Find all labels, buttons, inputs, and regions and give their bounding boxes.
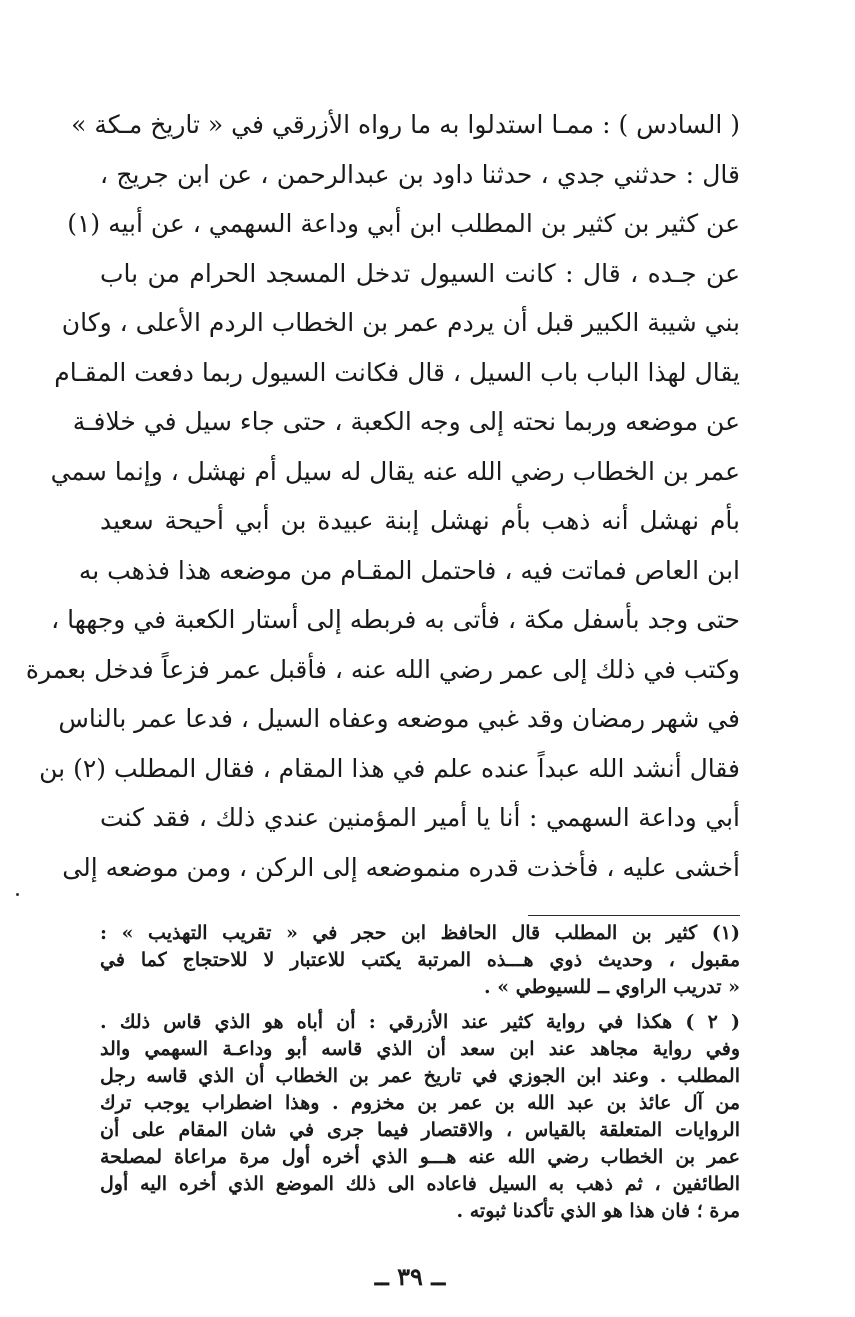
- text-line: قال : حدثني جدي ، حدثنا داود بن عبدالرحمن ، عن ابن جريج ،: [100, 159, 740, 189]
- text-line: عن موضعه وربما نحته إلى وجه الكعبة ، حتى جاء سيل في خلافـة: [72, 407, 740, 436]
- text-line: يقال لهذا الباب باب السيل ، قال فكانت السيول ربما دفعت المقـام: [54, 357, 740, 387]
- text-line: فقال أنشد الله عبداً عنده علم في هذا المقام ، فقال المطلب (٢) بن: [39, 753, 740, 783]
- text-line: بأم نهشل أنه ذهب بأم نهشل إبنة عبيدة بن أبي أحيحة سعيد: [100, 506, 740, 535]
- footnote-line: « تدريب الراوي ــ للسيوطي » .: [484, 976, 740, 998]
- footnote-gap: [100, 1001, 740, 1009]
- footnote-line: عمر بن الخطاب رضي الله عنه هـــو الذي أخره أول مرة مراعاة لمصلحة: [100, 1146, 740, 1168]
- footnote-line: مقبول ، وحديث ذوي هـــذه المرتبة يكتب للاعتبار لا للاحتجاج كما في: [100, 949, 740, 971]
- footnote-line: من آل عائذ بن عبد الله بن عمر بن مخزوم . وهذا اضطراب يوجب ترك: [100, 1092, 740, 1114]
- footnote-line: الروايات المتعلقة بالقياس ، والاقتصار فيما جرى في شان المقام على أن: [100, 1119, 740, 1141]
- main-text: [25, 100, 740, 892]
- footnote-1: [100, 920, 740, 1001]
- footnote-line: وفي رواية مجاهد عند ابن سعد أن الذي قاسه أبو وداعـة السهمي والد: [100, 1038, 740, 1060]
- text-line: عمر بن الخطاب رضي الله عنه يقال له سيل أم نهشل ، وإنما سمي: [50, 456, 740, 486]
- footnote-line: ( ٢ ) هكذا في رواية كثير عند الأزرقي : أن أباه هو الذي قاس ذلك .: [100, 1011, 740, 1033]
- text-line: عن جـده ، قال : كانت السيول تدخل المسجد الحرام من باب: [100, 258, 740, 288]
- footnote-line: المطلب . وعند ابن الجوزي في تاريخ عمر بن الخطاب أن الذي قاسه رجل: [100, 1065, 740, 1087]
- text-line: بني شيبة الكبير قبل أن يردم عمر بن الخطاب الردم الأعلى ، وكان: [61, 308, 740, 337]
- text-line: وكتب في ذلك إلى عمر رضي الله عنه ، فأقبل عمر فزعاً فدخل بعمرة: [25, 654, 740, 684]
- footnote-divider: [528, 915, 740, 916]
- footnote-line: مرة ؛ فان هذا هو الذي تأكدنا ثبوته .: [456, 1200, 740, 1222]
- text-line: ( السادس ) : ممـا استدلوا به ما رواه الأزرقي في « تاريخ مـكة »: [71, 110, 740, 139]
- footnote-line: الطائفين ، ثم ذهب به السيل فاعاده الى ذلك الموضع الذي أخره اليه أول: [100, 1173, 740, 1195]
- text-line: أخشى عليه ، فأخذت قدره منموضعه إلى الركن ، ومن موضعه إلى: [62, 852, 740, 882]
- page-number: ــ ٣٩ ــ: [374, 1262, 446, 1291]
- text-line: ابن العاص فماتت فيه ، فاحتمل المقـام من موضعه هذا فذهب به: [78, 555, 740, 585]
- footnote-2: [100, 1009, 740, 1225]
- text-line: عن كثير بن كثير بن المطلب ابن أبي وداعة السهمي ، عن أبيه (١): [67, 209, 740, 238]
- footnote-line: (١) كثير بن المطلب قال الحافظ ابن حجر في « تقريب التهذيب » :: [100, 922, 740, 944]
- text-line: أبي وداعة السهمي : أنا يا أمير المؤمنين عندي ذلك ، فقد كنت: [100, 803, 740, 832]
- text-line: حتى وجد بأسفل مكة ، فأتى به فربطه إلى أستار الكعبة في وجهها ،: [51, 605, 740, 634]
- print-speck: [16, 893, 19, 896]
- text-line: في شهر رمضان وقد غبي موضعه وعفاه السيل ، فدعا عمر بالناس: [58, 704, 740, 733]
- footnotes: [100, 920, 740, 1225]
